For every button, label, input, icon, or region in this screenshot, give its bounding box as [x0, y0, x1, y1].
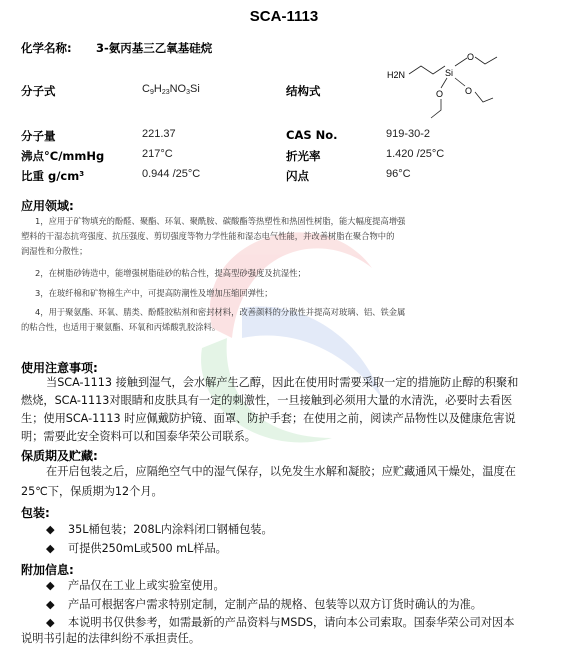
application-line: 塑料的干湿态抗弯强度、抗压强度、剪切强度等物力学性能和湿态电气性能，并改善树脂在聚合物中的 [21, 231, 395, 241]
prop-value-density: 0.944 /25°C [142, 168, 201, 180]
prop-value-mw: 221.37 [142, 128, 176, 140]
additional-tail: 说明书引起的法律纠纷不承担责任。 [21, 632, 201, 645]
application-line: 的粘合性，也适用于聚氨酯、环氧和丙烯酸乳胶涂料。 [21, 322, 221, 332]
chem-name-value: 3-氨丙基三乙氧基硅烷 [96, 41, 213, 55]
storage-line: 在开启包装之后，应隔绝空气中的湿气保存，以免发生水解和凝胶；应贮藏通风干燥处，温度在 [46, 465, 516, 478]
application-line: 2，在树脂砂铸造中，能增强树脂硅砂的粘合性，提高型砂强度及抗湿性； [35, 268, 306, 278]
structure-label: 结构式 [286, 84, 321, 98]
formula-value: $C_9H_{23}NO_3Si$ [142, 83, 200, 96]
bullet-icon: ◆ [46, 523, 55, 536]
application-line: 润湿性和分散性； [21, 246, 88, 256]
prop-label-mw: 分子量 [21, 129, 56, 143]
prop-value-ri: 1.420 /25°C [386, 148, 445, 160]
formula-label: 分子式 [21, 84, 56, 98]
precautions-line: 明；需要此安全资料可以和国泰华荣公司联系。 [21, 430, 256, 443]
prop-value-bp: 217°C [142, 148, 173, 160]
precautions-line: 燃烧，SCA-1113对眼睛和皮肤具有一定的刺激性，一旦接触到必须用大量的水清洗，必要时去看医 [21, 394, 513, 407]
structure-diagram [385, 52, 515, 122]
storage-heading: 保质期及贮藏: [21, 449, 98, 463]
additional-item: 产品可根据客户需求特别定制，定制产品的规格、包装等以双方订货时确认的为准。 [68, 598, 482, 611]
prop-value-flash: 96°C [386, 168, 411, 180]
application-heading: 应用领域: [21, 199, 74, 213]
packaging-heading: 包装: [21, 506, 50, 520]
additional-item: 本说明书仅供参考，如需最新的产品资料与MSDS，请向本公司索取。国泰华荣公司对因本 [68, 616, 515, 629]
application-line: 1，应用于矿物填充的酚醛、聚酯、环氧、聚酰胺、碳酸酯等热塑性和热固性树脂，能大幅度提高增强 [35, 216, 406, 226]
additional-heading: 附加信息: [21, 563, 74, 577]
prop-label-flash: 闪点 [286, 169, 309, 183]
chem-name-label: 化学名称: [21, 41, 72, 55]
packaging-item: 35L桶包装；208L内涂料闭口钢桶包装。 [68, 523, 273, 536]
svg-text:O: O [436, 89, 444, 99]
prop-label-ri: 折光率 [286, 149, 321, 163]
silicon-atom: Si [445, 68, 454, 78]
svg-text:O: O [467, 52, 475, 62]
precautions-line: 当SCA-1113 接触到湿气，会水解产生乙醇，因此在使用时需要采取一定的措施防止醇的积聚和 [46, 376, 519, 389]
packaging-item: 可提供250mL或500 mL样品。 [68, 542, 227, 555]
svg-text:O: O [465, 86, 473, 96]
bullet-icon: ◆ [46, 542, 55, 555]
bullet-icon: ◆ [46, 616, 55, 629]
application-line: 3，在玻纤棉和矿物棉生产中，可提高防潮性及增加压缩回弹性； [35, 288, 273, 298]
prop-value-cas: 919-30-2 [386, 128, 431, 140]
precautions-heading: 使用注意事项: [21, 361, 98, 375]
bullet-icon: ◆ [46, 579, 55, 592]
additional-item: 产品仅在工业上或实验室使用。 [68, 579, 225, 592]
bullet-icon: ◆ [46, 598, 55, 611]
prop-label-density: 比重 $g/cm^3$ [21, 169, 85, 183]
storage-line: 25℃下，保质期为12个月。 [21, 485, 163, 498]
application-line: 4，用于聚氨酯、环氧、腈类、酚醛胶粘剂和密封材料，改善颜料的分散性并提高对玻璃、铝、铁金属 [35, 307, 406, 317]
precautions-line: 生；使用SCA-1113 时应佩戴防护镜、面罩、防护手套；在使用之前，阅读产品物性以及健康危害说 [21, 412, 516, 425]
amine-group: H2N [387, 70, 406, 80]
prop-label-bp: 沸点°C/mmHg [21, 149, 105, 163]
prop-label-cas: CAS No. [286, 128, 338, 142]
document-title: SCA-1113 [249, 8, 319, 25]
